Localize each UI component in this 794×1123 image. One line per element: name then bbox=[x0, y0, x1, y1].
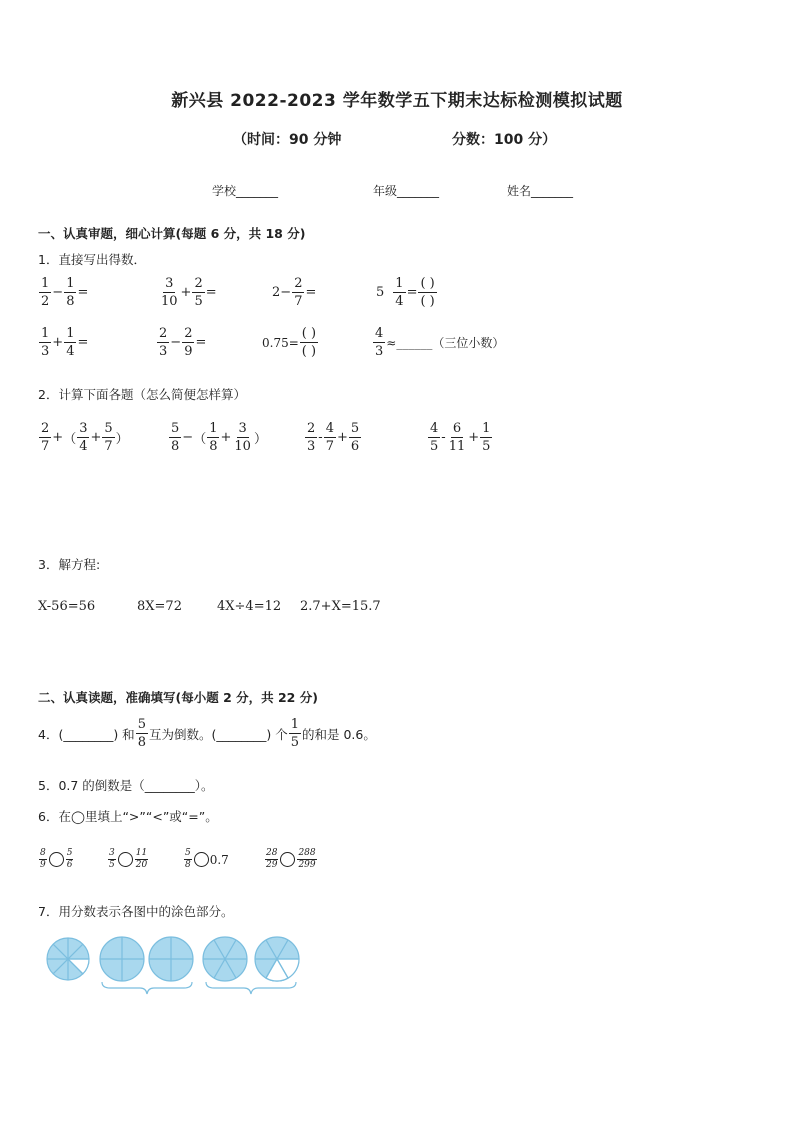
pie-5 bbox=[255, 937, 299, 981]
q1-item-3: 2 − $\frac{2}{7}$ = bbox=[272, 276, 317, 309]
q1-item-1: $\frac{1}{2}$ − $\frac{1}{8}$ = bbox=[41, 276, 89, 309]
pie-2 bbox=[100, 937, 144, 981]
exam-score: 分数：100 分） bbox=[452, 132, 557, 148]
q2-prompt: 2．计算下面各题（怎么简便怎样算） bbox=[38, 387, 246, 402]
q6-compare-4: $\frac{28}{29}$ $\frac{288}{299}$ bbox=[266, 848, 316, 870]
q7-prompt: 7．用分数表示各图中的涂色部分。 bbox=[38, 904, 234, 919]
q1-prompt: 1．直接写出得数． bbox=[38, 252, 146, 267]
q1-item-4: 5 $\frac{1}{4}$ = $\frac{( )}{( )}$ bbox=[376, 276, 435, 309]
q3-equation-2: 8X=72 bbox=[137, 599, 182, 614]
q3-equation-3: 4X÷4=12 bbox=[217, 599, 282, 614]
q2-item-4: $\frac{4}{5}$ - $\frac{6}{11}$ + $\frac{1}{5}$ bbox=[430, 421, 491, 454]
q3-equation-4: 2.7+X=15.7 bbox=[300, 599, 381, 614]
q1-item-6: $\frac{2}{3}$ − $\frac{2}{9}$ = bbox=[159, 326, 207, 359]
q3-equation-1: X-56=56 bbox=[38, 599, 96, 614]
section-2-heading: 二、认真读题，准确填写(每小题 2 分，共 22 分) bbox=[38, 690, 318, 705]
exam-time: （时间：90 分钟 bbox=[233, 132, 342, 148]
q6-compare-3: $\frac{5}{8}$ 0.7 bbox=[185, 848, 229, 870]
pie-3 bbox=[149, 937, 193, 981]
school-field: 学校_______ bbox=[212, 184, 279, 198]
q1-item-8: $\frac{4}{3}$ ≈______（三位小数） bbox=[375, 326, 505, 359]
compare-circle bbox=[280, 852, 295, 867]
page-title: 新兴县 2022-2023 学年数学五下期末达标检测模拟试题 bbox=[171, 91, 623, 111]
section-1-heading: 一、认真审题，细心计算(每题 6 分，共 18 分) bbox=[38, 226, 306, 241]
q1-item-2: $\frac{3}{10}$ + $\frac{2}{5}$ = bbox=[161, 276, 217, 309]
grade-field: 年级_______ bbox=[373, 184, 440, 198]
compare-circle bbox=[194, 852, 209, 867]
q7-fraction-diagrams bbox=[40, 932, 310, 1000]
brace-2 bbox=[206, 982, 296, 994]
q4: 4．(________) 和 $\frac{5}{8}$ 互为倒数。(________) 个 $\frac{1}{5}$ 的和是 0.6。 bbox=[38, 717, 376, 750]
pie-1 bbox=[47, 938, 89, 980]
q2-item-3: $\frac{2}{3}$ - $\frac{4}{7}$ + $\frac{5}{6}$ bbox=[307, 421, 360, 454]
q6-compare-2: $\frac{3}{5}$ $\frac{11}{20}$ bbox=[109, 848, 148, 870]
compare-circle bbox=[49, 852, 64, 867]
brace-1 bbox=[102, 982, 192, 994]
pie-4 bbox=[203, 937, 247, 981]
q1-item-7: 0.75= $\frac{( )}{( )}$ bbox=[262, 326, 317, 359]
q1-item-5: $\frac{1}{3}$ + $\frac{1}{4}$ = bbox=[41, 326, 89, 359]
q5: 5．0.7 的倒数是（________）。 bbox=[38, 778, 214, 793]
q6-prompt: 6．在◯里填上“>”“<”或“=”。 bbox=[38, 809, 218, 824]
name-field: 姓名_______ bbox=[507, 184, 574, 198]
q2-item-2: $\frac{5}{8}$ − （ $\frac{1}{8}$ + $\frac{3}{10}$ ） bbox=[171, 421, 267, 454]
q2-item-1: $\frac{2}{7}$ + （ $\frac{3}{4}$ + $\frac{5}{7}$ ） bbox=[41, 421, 129, 454]
q6-compare-1: $\frac{8}{9}$ $\frac{5}{6}$ bbox=[40, 848, 73, 870]
q3-prompt: 3．解方程: bbox=[38, 557, 101, 572]
compare-circle bbox=[118, 852, 133, 867]
